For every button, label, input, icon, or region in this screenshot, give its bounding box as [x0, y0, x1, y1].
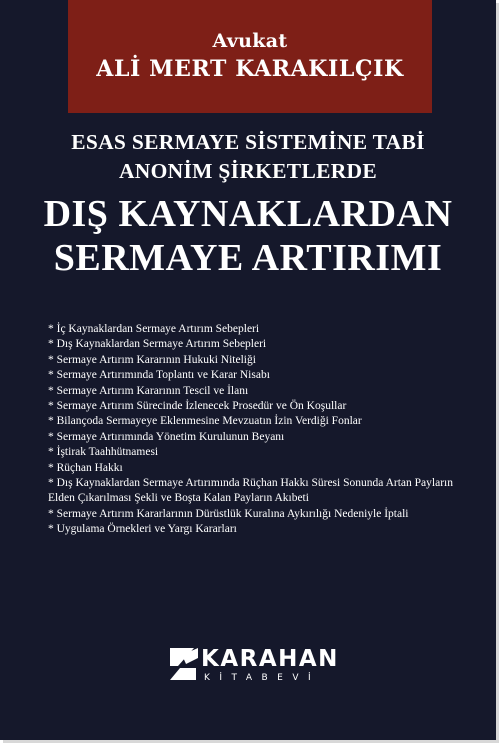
topic-item: * Rüçhan Hakkı	[48, 461, 123, 474]
topic-item: * Sermaye Artırımında Toplantı ve Karar Nisabı	[48, 369, 270, 382]
karahan-logo-mark-icon	[168, 646, 202, 682]
topic-item: * İştirak Taahhütnamesi	[48, 446, 159, 459]
topic-item: * Sermaye Artırım Kararının Tescil ve İlanı	[48, 384, 249, 397]
author-name: ALİ MERT KARAKILÇIK	[96, 56, 404, 82]
topic-item: * Uygulama Örnekleri ve Yargı Kararları	[48, 523, 237, 536]
topic-item: * Sermaye Artırım Kararının Hukuki Niteliği	[48, 353, 256, 366]
topic-item: * Dış Kaynaklardan Sermaye Artırım Sebepleri	[48, 338, 267, 351]
title-line-1: DIŞ KAYNAKLARDAN	[43, 193, 453, 235]
topic-list	[48, 322, 488, 538]
topic-item: * Sermaye Artırım Sürecinde İzlenecek Prosedür ve Ön Koşullar	[48, 400, 347, 413]
author-box	[68, 0, 432, 113]
publisher-name: KARAHAN	[201, 646, 339, 672]
publisher-logo	[168, 646, 338, 686]
topic-item: * Dış Kaynaklardan Sermaye Artırımında Rüçhan Hakkı Süresi Sonunda Artan Payların	[48, 477, 453, 490]
subtitle-line-2: ANONİM ŞİRKETLERDE	[118, 159, 378, 183]
topic-item-continuation: Elden Çıkarılması Şekli ve Boşta Kalan Payların Akıbeti	[48, 492, 309, 505]
topic-item: * İç Kaynaklardan Sermaye Artırım Sebepleri	[48, 323, 260, 335]
topic-item: * Sermaye Artırım Kararlarının Dürüstlük Kuralına Aykırılığı Nedeniyle İptali	[48, 507, 409, 520]
author-prefix: Avukat	[212, 30, 288, 52]
subtitle-line-1: ESAS SERMAYE SİSTEMİNE TABİ	[71, 130, 425, 154]
publisher-subtitle: KİTABEVİ	[204, 673, 321, 683]
title-line-2: SERMAYE ARTIRIMI	[53, 237, 443, 279]
topic-item: * Sermaye Artırımında Yönetim Kurulunun Beyanı	[48, 430, 285, 443]
topic-item: * Bilançoda Sermayeye Eklenmesine Mevzuatın İzin Verdiği Fonlar	[48, 415, 362, 428]
